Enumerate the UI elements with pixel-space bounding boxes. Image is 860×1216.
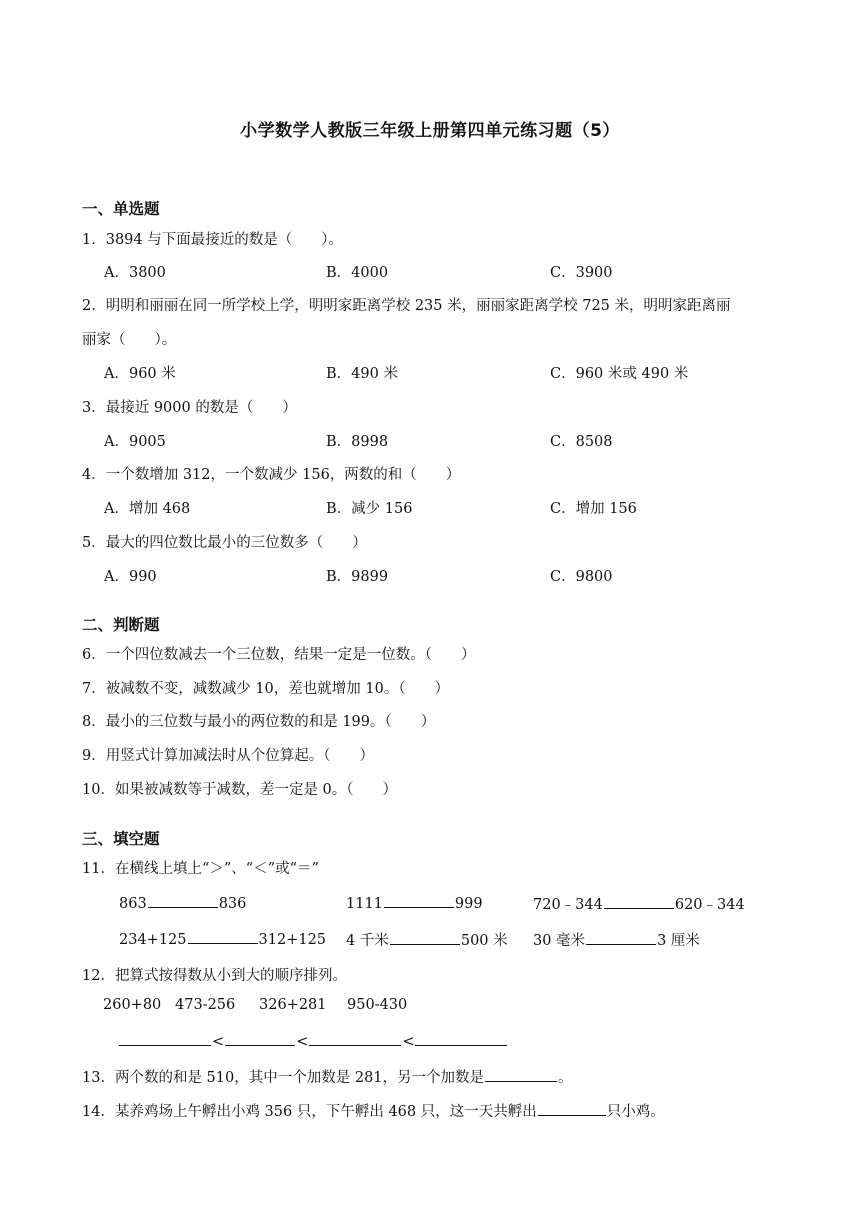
q11-item-2-right: 999 (454, 896, 483, 912)
q4-option-a: A．增加 468 (104, 501, 191, 517)
q11-item-1-left: 863 (119, 896, 147, 912)
q11-item-3-right: 620﹣344 (674, 897, 745, 913)
q11-item-5-right: 500 米 (460, 933, 508, 949)
question-11: 11．在横线上填上“＞”、“＜”或“＝” (82, 861, 319, 877)
q13-text-end: 。 (558, 1070, 573, 1086)
q12-lt-2: < (296, 1034, 309, 1050)
q11-item-3 (533, 893, 745, 914)
section-heading-true-false: 二、判断题 (82, 616, 160, 634)
q12-expr-3: 326+281 (259, 997, 327, 1013)
q12-blank-3[interactable] (309, 1031, 401, 1046)
q5-option-b: B．9899 (326, 569, 389, 585)
q11-item-6-left: 30 毫米 (533, 933, 586, 949)
q12-order-row (118, 1031, 508, 1050)
q12-lt-3: < (402, 1034, 415, 1050)
q3-option-c: C．8508 (550, 434, 613, 450)
question-7: 7．被减数不变，减数减少 10，差也就增加 10。（ ） (82, 681, 450, 697)
section-heading-single-choice: 一、单选题 (82, 200, 160, 218)
q14-text: 14．某养鸡场上午孵出小鸡 356 只，下午孵出 468 只，这一天共孵出 (82, 1104, 537, 1120)
question-6: 6．一个四位数减去一个三位数，结果一定是一位数。（ ） (82, 647, 476, 663)
q13-blank[interactable] (485, 1067, 557, 1082)
q3-option-b: B．8998 (326, 434, 389, 450)
q2-option-c: C．960 米或 490 米 (550, 366, 689, 382)
q4-option-c: C．增加 156 (550, 501, 637, 517)
q12-expr-1: 260+80 (103, 997, 162, 1013)
q13-text: 13．两个数的和是 510，其中一个加数是 281，另一个加数是 (82, 1070, 485, 1086)
q1-option-c: C．3900 (550, 265, 613, 281)
q11-item-5-blank[interactable] (390, 930, 460, 945)
question-2-line-2: 丽家（ ）。 (82, 332, 177, 348)
question-1: 1．3894 与下面最接近的数是（ ）。 (82, 232, 343, 248)
q11-item-2-left: 1111 (346, 896, 383, 912)
q5-option-c: C．9800 (550, 569, 613, 585)
q11-item-4-blank[interactable] (188, 929, 258, 944)
q11-item-5-left: 4 千米 (346, 933, 389, 949)
q11-item-6 (533, 929, 700, 950)
question-4: 4．一个数增加 312，一个数减少 156，两数的和（ ） (82, 467, 461, 483)
q11-item-6-right: 3 厘米 (657, 933, 700, 949)
q5-option-a: A．990 (104, 569, 157, 585)
q12-blank-4[interactable] (415, 1031, 507, 1046)
q12-expr-4: 950-430 (347, 997, 408, 1013)
question-14 (82, 1100, 665, 1121)
question-12: 12．把算式按得数从小到大的顺序排列。 (82, 968, 347, 984)
q11-item-1-blank[interactable] (148, 893, 218, 908)
question-9: 9．用竖式计算加减法时从个位算起。（ ） (82, 748, 374, 764)
q1-option-a: A．3800 (104, 265, 166, 281)
q11-item-6-blank[interactable] (586, 930, 656, 945)
q3-option-a: A．9005 (104, 434, 166, 450)
q4-option-b: B．减少 156 (326, 501, 413, 517)
page-title: 小学数学人教版三年级上册第四单元练习题（5） (240, 121, 620, 141)
q11-item-2 (346, 893, 483, 912)
question-2-line-1: 2．明明和丽丽在同一所学校上学，明明家距离学校 235 米，丽丽家距离学校 725 米，明明家距离丽 (82, 298, 731, 314)
q11-item-4-left: 234+125 (119, 932, 187, 948)
question-5: 5．最大的四位数比最小的三位数多（ ） (82, 535, 367, 551)
question-8: 8．最小的三位数与最小的两位数的和是 199。（ ） (82, 714, 436, 730)
q11-item-4-right: 312+125 (258, 932, 327, 948)
q11-item-2-blank[interactable] (384, 893, 454, 908)
q11-item-1-right: 836 (218, 896, 247, 912)
q11-item-3-left: 720﹣344 (533, 897, 603, 913)
q2-option-b: B．490 米 (326, 366, 398, 382)
q12-lt-1: < (212, 1034, 225, 1050)
question-3: 3．最接近 9000 的数是（ ） (82, 400, 297, 416)
q12-expr-2: 473-256 (175, 997, 236, 1013)
question-10: 10．如果被减数等于减数，差一定是 0。（ ） (82, 782, 398, 798)
q11-item-4 (119, 929, 326, 948)
question-13 (82, 1066, 573, 1087)
q14-blank[interactable] (538, 1101, 606, 1116)
q12-blank-1[interactable] (119, 1031, 211, 1046)
q2-option-a: A．960 米 (104, 366, 176, 382)
q1-option-b: B．4000 (326, 265, 389, 281)
q14-text-end: 只小鸡。 (606, 1104, 665, 1120)
q11-item-1 (119, 893, 246, 912)
q11-item-3-blank[interactable] (604, 894, 674, 909)
q12-blank-2[interactable] (225, 1031, 295, 1046)
section-heading-fill-blank: 三、填空题 (82, 830, 160, 848)
q11-item-5 (346, 929, 508, 950)
